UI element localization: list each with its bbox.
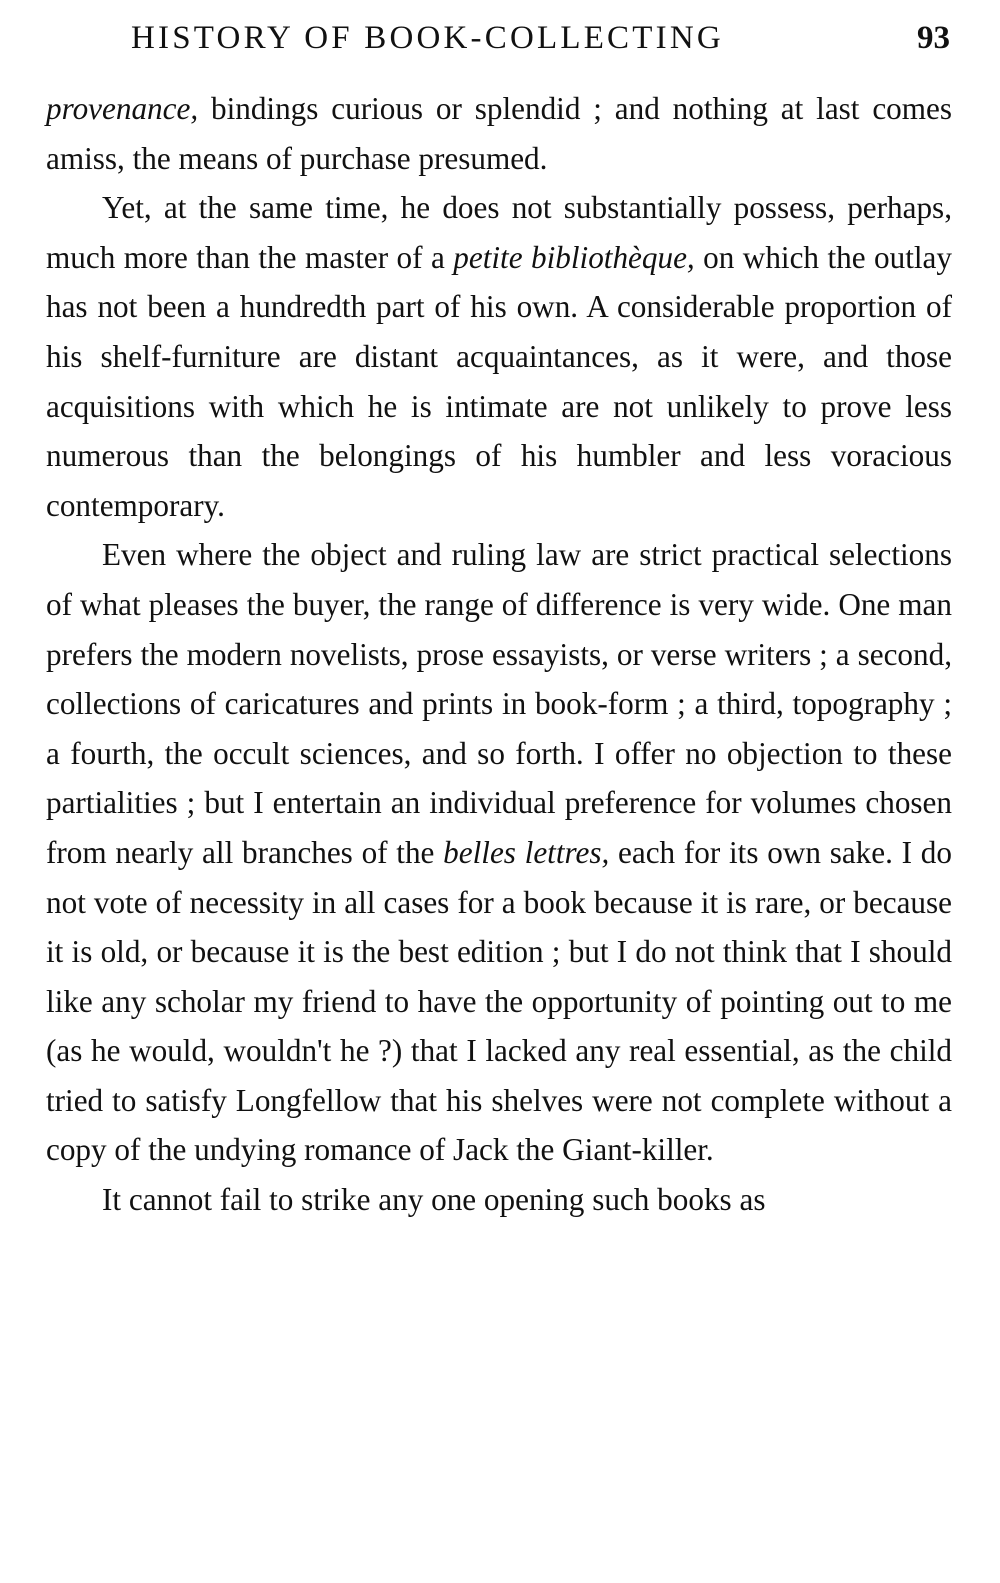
paragraph-4 [46, 1175, 952, 1225]
italic-term: belles lettres, [443, 834, 610, 870]
running-title: HISTORY OF BOOK-COLLECTING [131, 20, 724, 56]
text-run: Yet, at the same time, he does not substantially possess, perhaps, much more than the master of a [46, 190, 952, 275]
paragraph-3 [46, 530, 952, 1175]
text-run: It cannot fail to strike any one opening such books as [102, 1182, 766, 1218]
page-number: 93 [917, 20, 950, 56]
text-run: on which the outlay has not been a hundredth part of his own. A considerable proportion of his shelf-furniture are distant acquaintances, as it were, and those acquisitions with which he is intimate are not unlikely to prove less numerous than the belongings of his humbler and less voracious contemporary. [46, 239, 952, 523]
text-run: bindings curious or splendid ; and nothing at last comes amiss, the means of purchase presumed. [46, 91, 952, 176]
text-run: each for its own sake. I do not vote of necessity in all cases for a book because it is rare, or because it is old, or because it is the best edition ; but I do not think that I should like any scholar my friend to have the opportunity of pointing out to me (as he would, wouldn't he ?) that I lacked any real essential, as the child tried to satisfy Longfellow that his shelves were not complete without a copy of the undying romance of Jack the Giant-killer. [46, 834, 952, 1168]
text-run: Even where the object and ruling law are strict practical selections of what pleases the buyer, the range of difference is very wide. One man prefers the modern novelists, prose essayists, or verse writers ; a second, collections of caricatures and prints in book-form ; a third, topography ; a fourth, the occult sciences, and so forth. I offer no objection to these partialities ; but I entertain an individual preference for volumes chosen from nearly all branches of the [46, 537, 952, 870]
italic-term: petite bibliothèque, [453, 239, 695, 275]
body-text [46, 84, 952, 1225]
paragraph-2 [46, 183, 952, 530]
italic-term: provenance, [46, 91, 199, 126]
paragraph-1 [46, 84, 952, 183]
running-head [46, 16, 952, 60]
